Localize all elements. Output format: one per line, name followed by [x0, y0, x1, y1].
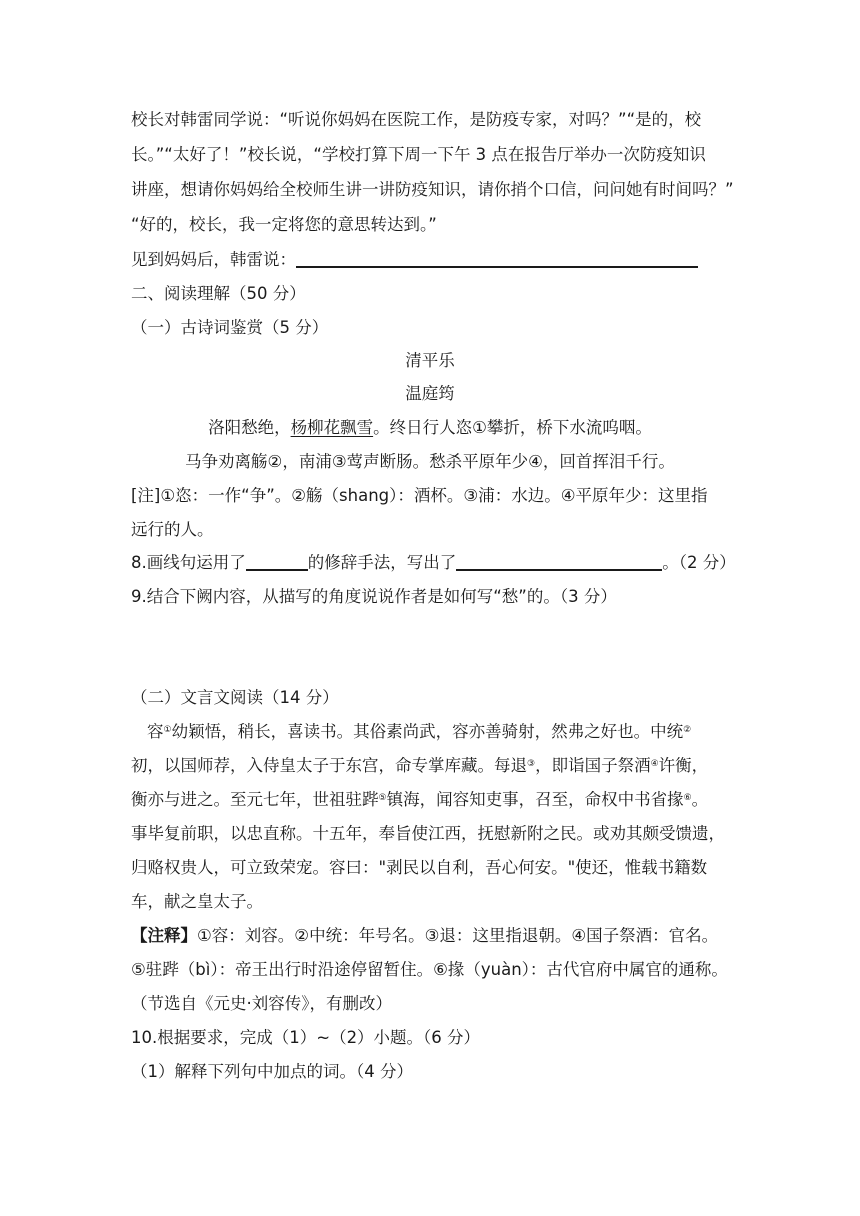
passage-line-6: 车，献之皇太子。: [131, 892, 263, 911]
poem-underlined-phrase: 杨柳花飘雪: [290, 418, 374, 437]
q8-blank-1[interactable]: [246, 553, 308, 571]
poem-line-1-end: 。终日行人恣①攀折，桥下水流呜咽。: [373, 418, 652, 437]
passage-line-3: [131, 790, 708, 810]
poem-note-line-2: 远行的人。: [131, 520, 214, 539]
question-10: 10.根据要求，完成（1）~（2）小题。（6 分）: [131, 1028, 481, 1047]
passage-text: 容: [147, 722, 164, 741]
passage-line-1: [147, 722, 691, 742]
passage-note-line-2: ⑤驻跸（bì）：帝王出行时沿途停留暂住。⑥掾（yuàn）：古代官府中属官的通称。: [131, 960, 728, 979]
question-8: [131, 553, 736, 573]
subsection-heading-poetry: （一）古诗词鉴赏（5 分）: [131, 318, 329, 337]
poem-author: 温庭筠: [405, 384, 455, 403]
dialogue-line-2: 长。”“太好了！”校长说，“学校打算下周一下午 3 点在报告厅举办一次防疫知识: [131, 145, 706, 164]
poem-line-1-start: 洛阳愁绝，: [208, 418, 291, 437]
passage-note-line-1: [131, 926, 718, 946]
passage-text: 衡亦与进之。至元七年，世祖驻跸: [131, 790, 379, 809]
passage-text: 。: [691, 790, 709, 809]
footnote-marker: ③: [527, 759, 536, 769]
poem-note-line-1: [注]①恣：一作“争”。②觞（shang）：酒杯。③浦：水边。④平原年少：这里指: [131, 486, 708, 505]
question-8-part-2: 的修辞手法，写出了: [307, 553, 457, 572]
section-heading: 二、阅读理解（50 分）: [131, 284, 306, 303]
dialogue-answer-prompt: 见到妈妈后，韩雷说：: [131, 250, 296, 269]
question-8-part-3: 。（2 分）: [662, 553, 736, 572]
poem-line-1: [0, 418, 860, 438]
note-text: ①容：刘容。②中统：年号名。③退：这里指退朝。④国子祭酒：官名。: [197, 926, 719, 945]
dialogue-line-1: 校长对韩雷同学说：“听说你妈妈在医院工作，是防疫专家，对吗？”“是的，校: [131, 110, 702, 129]
poem-title: 清平乐: [405, 351, 455, 370]
subsection-heading-classical: （二）文言文阅读（14 分）: [131, 688, 339, 707]
footnote-marker: ④: [650, 759, 659, 769]
passage-source: （节选自《元史·刘容传》，有删改）: [131, 994, 392, 1013]
passage-text: 幼颖悟，稍长，喜读书。其俗素尚武，容亦善骑射，然弗之好也。中统: [171, 722, 684, 741]
footnote-marker: ⑥: [683, 793, 692, 803]
dialogue-line-3: 讲座，想请你妈妈给全校师生讲一讲防疫知识，请你捎个口信，问问她有时间吗？”: [131, 180, 734, 199]
passage-text: 镇海，闻容知吏事，召至，命权中书省掾: [386, 790, 684, 809]
footnote-marker: ①: [163, 725, 172, 735]
dialogue-line-4: “好的，校长，我一定将您的意思转达到。”: [131, 215, 437, 234]
passage-line-2: [131, 756, 708, 776]
passage-text: 许衡，: [658, 756, 709, 775]
passage-line-4: 事毕复前职，以忠直称。十五年，奉旨使江西，抚慰新附之民。或劝其颇受馈遗，: [131, 824, 725, 843]
question-10-1: （1）解释下列句中加点的词。（4 分）: [131, 1062, 413, 1081]
passage-line-5: 归赂权贵人，可立致荣宠。容曰："剥民以自利，吾心何安。"使还，惟载书籍数: [131, 858, 708, 877]
question-8-part-1: 8.画线句运用了: [131, 553, 246, 572]
passage-text: 初，以国师荐，入侍皇太子于东宫，命专掌库藏。每退: [131, 756, 527, 775]
note-label: 【注释】: [131, 926, 197, 945]
dialogue-answer-row: [131, 250, 698, 270]
passage-text: ，即诣国子祭酒: [535, 756, 651, 775]
q8-blank-2[interactable]: [456, 553, 662, 571]
question-9: 9.结合下阙内容，从描写的角度说说作者是如何写“愁”的。（3 分）: [131, 587, 617, 606]
footnote-marker: ②: [683, 725, 692, 735]
footnote-marker: ⑤: [378, 793, 387, 803]
poem-line-2: 马争劝离觞②，南浦③莺声断肠。愁杀平原年少④，回首挥泪千行。: [185, 452, 675, 471]
answer-blank[interactable]: [296, 250, 698, 268]
